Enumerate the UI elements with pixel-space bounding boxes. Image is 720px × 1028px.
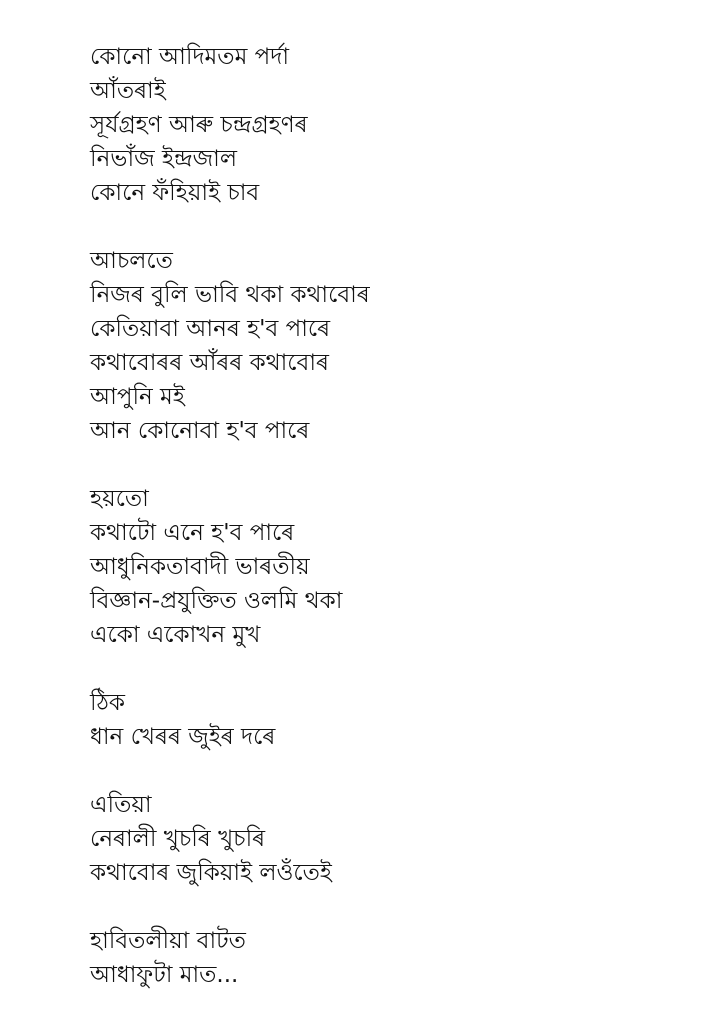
stanza-1: [90, 40, 690, 210]
poem-line: বিজ্ঞান-প্ৰযুক্তিত ওলমি থকা: [90, 588, 343, 614]
poem-line: কেতিয়াবা আনৰ হ'ব পাৰে: [90, 316, 331, 342]
poem-line: নেৰালী খুচৰি খুচৰি: [90, 826, 266, 852]
stanza-4: [90, 686, 690, 754]
stanza-6: [90, 924, 690, 992]
poem-line: হাবিতলীয়া বাটত: [90, 928, 246, 954]
poem-line: একো একোখন মুখ: [90, 622, 261, 648]
stanza-3: [90, 482, 690, 652]
poem-line: কোনে ফঁহিয়াই চাব: [90, 180, 260, 206]
poem-line: ঠিক: [90, 690, 125, 716]
poem-line: আন কোনোবা হ'ব পাৰে: [90, 418, 310, 444]
poem-line: কথাটো এনে হ'ব পাৰে: [90, 520, 295, 546]
poem-line: কথাবোৰৰ আঁৰৰ কথাবোৰ: [90, 350, 329, 376]
stanza-5: [90, 788, 690, 890]
poem-line: আধুনিকতাবাদী ভাৰতীয়: [90, 554, 310, 580]
poem-line: এতিয়া: [90, 792, 152, 818]
poem-line: ধান খেৰৰ জুইৰ দৰে: [90, 724, 276, 750]
poem-line: কথাবোৰ জুকিয়াই লওঁতেই: [90, 860, 332, 886]
poem-line: আঁতৰাই: [90, 78, 166, 104]
poem-text: [90, 40, 690, 992]
poem-line: আচলতে: [90, 248, 173, 274]
poem-line: সূৰ্যগ্ৰহণ আৰু চন্দ্ৰগ্ৰহণৰ: [90, 112, 308, 138]
poem-line: কোনো আদিমতম পৰ্দা: [90, 44, 290, 70]
poem-line: নিজৰ বুলি ভাবি থকা কথাবোৰ: [90, 282, 370, 308]
poem-line: আপুনি মই: [90, 384, 185, 410]
stanza-2: [90, 244, 690, 448]
poem-line: নিভাঁজ ইন্দ্ৰজাল: [90, 146, 237, 172]
poem-line: হয়তো: [90, 486, 149, 512]
poem-line: আধাফুটা মাত...: [90, 962, 239, 988]
